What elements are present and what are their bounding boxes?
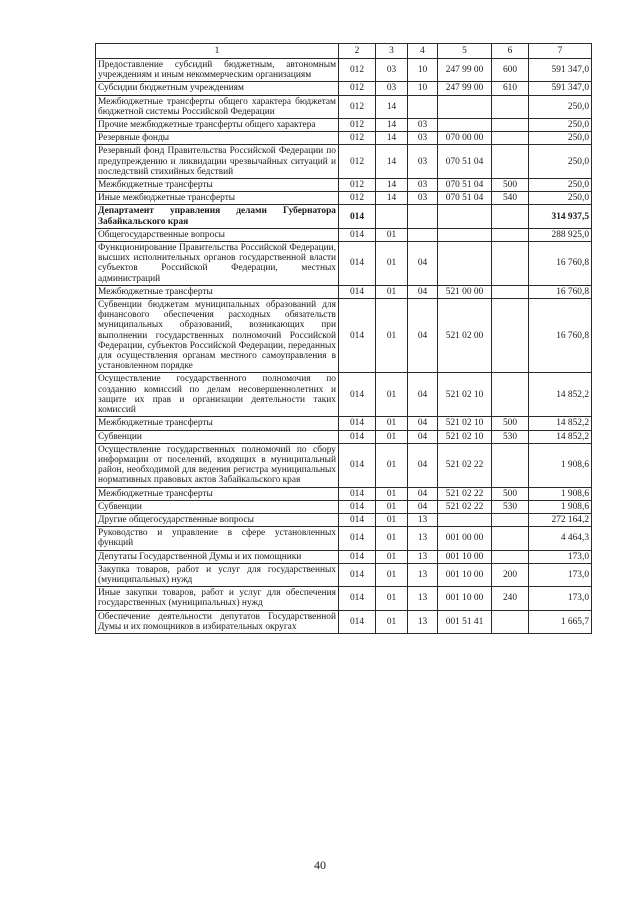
code-expense-type-cell: 600 xyxy=(492,59,529,82)
item-name-cell: Межбюджетные трансферты общего характера бюджетам бюджетной системы Российской Федерации xyxy=(96,95,339,118)
amount-cell: 250,0 xyxy=(529,192,592,205)
table-row xyxy=(96,179,592,192)
code-admin-cell: 014 xyxy=(339,527,376,550)
table-row xyxy=(96,373,592,417)
amount-cell: 1 665,7 xyxy=(529,610,592,633)
code-subsection-cell xyxy=(408,228,438,241)
code-subsection-cell: 13 xyxy=(408,513,438,526)
code-admin-cell: 014 xyxy=(339,443,376,487)
item-name-cell: Прочие межбюджетные трансферты общего характера xyxy=(96,119,339,132)
amount-cell: 250,0 xyxy=(529,119,592,132)
code-admin-cell: 014 xyxy=(339,430,376,443)
code-target-cell: 001 10 00 xyxy=(438,587,492,610)
code-expense-type-cell: 200 xyxy=(492,563,529,586)
code-target-cell xyxy=(438,242,492,286)
code-target-cell: 070 51 04 xyxy=(438,145,492,179)
code-admin-cell: 012 xyxy=(339,192,376,205)
code-target-cell xyxy=(438,513,492,526)
code-section-cell xyxy=(376,205,408,228)
code-subsection-cell: 04 xyxy=(408,443,438,487)
table-row xyxy=(96,82,592,95)
amount-cell: 272 164,2 xyxy=(529,513,592,526)
amount-cell: 1 908,6 xyxy=(529,443,592,487)
code-section-cell: 03 xyxy=(376,59,408,82)
table-row xyxy=(96,228,592,241)
code-target-cell: 247 99 00 xyxy=(438,59,492,82)
code-section-cell: 01 xyxy=(376,373,408,417)
code-expense-type-cell xyxy=(492,242,529,286)
item-name-cell: Субвенции бюджетам муниципальных образований для финансового обеспечения расходных обязательств муниципальных образований, возникающих при выполнении государственных полномочий Российской Федерации, субъектов Российской Федерации, переданных для осуществления органам местного самоуправления в установленном порядке xyxy=(96,299,339,373)
code-section-cell: 01 xyxy=(376,228,408,241)
code-section-cell: 01 xyxy=(376,299,408,373)
code-section-cell: 14 xyxy=(376,179,408,192)
code-expense-type-cell: 530 xyxy=(492,430,529,443)
code-section-cell: 01 xyxy=(376,587,408,610)
code-subsection-cell: 13 xyxy=(408,587,438,610)
code-section-cell: 14 xyxy=(376,192,408,205)
amount-cell: 288 925,0 xyxy=(529,228,592,241)
code-section-cell: 14 xyxy=(376,119,408,132)
code-subsection-cell: 04 xyxy=(408,430,438,443)
header-cell: 1 xyxy=(96,44,339,59)
code-target-cell: 001 51 41 xyxy=(438,610,492,633)
code-admin-cell: 012 xyxy=(339,132,376,145)
table-row xyxy=(96,242,592,286)
code-section-cell: 14 xyxy=(376,132,408,145)
code-subsection-cell: 13 xyxy=(408,550,438,563)
amount-cell: 16 760,8 xyxy=(529,299,592,373)
code-target-cell: 521 02 00 xyxy=(438,299,492,373)
code-admin-cell: 014 xyxy=(339,228,376,241)
code-expense-type-cell: 240 xyxy=(492,587,529,610)
code-admin-cell: 014 xyxy=(339,417,376,430)
code-subsection-cell: 13 xyxy=(408,563,438,586)
code-subsection-cell xyxy=(408,205,438,228)
code-admin-cell: 014 xyxy=(339,513,376,526)
table-row xyxy=(96,563,592,586)
item-name-cell: Субсидии бюджетным учреждениям xyxy=(96,82,339,95)
code-admin-cell: 012 xyxy=(339,179,376,192)
code-admin-cell: 014 xyxy=(339,205,376,228)
item-name-cell: Межбюджетные трансферты xyxy=(96,179,339,192)
code-admin-cell: 014 xyxy=(339,242,376,286)
item-name-cell: Обеспечение деятельности депутатов Государственной Думы и их помощников в избирательных округах xyxy=(96,610,339,633)
code-expense-type-cell: 540 xyxy=(492,192,529,205)
code-expense-type-cell xyxy=(492,527,529,550)
code-section-cell: 01 xyxy=(376,563,408,586)
item-name-cell: Руководство и управление в сфере установленных функций xyxy=(96,527,339,550)
code-target-cell: 521 02 22 xyxy=(438,487,492,500)
amount-cell: 173,0 xyxy=(529,587,592,610)
amount-cell: 173,0 xyxy=(529,550,592,563)
item-name-cell: Резервный фонд Правительства Российской Федерации по предупреждению и ликвидации чрезвычайных ситуаций и последствий стихийных бедствий xyxy=(96,145,339,179)
table-row xyxy=(96,119,592,132)
code-subsection-cell: 04 xyxy=(408,417,438,430)
item-name-cell: Функционирование Правительства Российской Федерации, высших исполнительных органов государственной власти субъектов Российской Федерации, местных администраций xyxy=(96,242,339,286)
table-header-row xyxy=(96,44,592,59)
code-section-cell: 14 xyxy=(376,145,408,179)
code-admin-cell: 014 xyxy=(339,587,376,610)
code-admin-cell: 014 xyxy=(339,373,376,417)
code-target-cell: 001 10 00 xyxy=(438,563,492,586)
code-target-cell xyxy=(438,95,492,118)
code-admin-cell: 012 xyxy=(339,119,376,132)
item-name-cell: Предоставление субсидий бюджетным, автономным учреждениям и иным некоммерческим организациям xyxy=(96,59,339,82)
table-row xyxy=(96,487,592,500)
code-expense-type-cell: 530 xyxy=(492,500,529,513)
code-target-cell: 521 02 22 xyxy=(438,443,492,487)
code-target-cell: 521 02 10 xyxy=(438,417,492,430)
table-row xyxy=(96,500,592,513)
budget-table xyxy=(95,43,592,634)
table-row xyxy=(96,299,592,373)
item-name-cell: Межбюджетные трансферты xyxy=(96,417,339,430)
code-admin-cell: 012 xyxy=(339,59,376,82)
code-section-cell: 01 xyxy=(376,500,408,513)
code-admin-cell: 012 xyxy=(339,95,376,118)
code-admin-cell: 014 xyxy=(339,299,376,373)
item-name-cell: Субвенции xyxy=(96,430,339,443)
amount-cell: 1 908,6 xyxy=(529,487,592,500)
code-section-cell: 01 xyxy=(376,487,408,500)
table-row xyxy=(96,610,592,633)
amount-cell: 1 908,6 xyxy=(529,500,592,513)
amount-cell: 14 852,2 xyxy=(529,430,592,443)
code-section-cell: 01 xyxy=(376,513,408,526)
code-target-cell: 070 00 00 xyxy=(438,132,492,145)
code-target-cell xyxy=(438,205,492,228)
code-subsection-cell: 04 xyxy=(408,242,438,286)
item-name-cell: Закупка товаров, работ и услуг для государственных (муниципальных) нужд xyxy=(96,563,339,586)
code-section-cell: 03 xyxy=(376,82,408,95)
item-name-cell: Субвенции xyxy=(96,500,339,513)
item-name-cell: Межбюджетные трансферты xyxy=(96,285,339,298)
page-number: 40 xyxy=(314,858,326,872)
table-row xyxy=(96,417,592,430)
code-admin-cell: 012 xyxy=(339,145,376,179)
code-subsection-cell: 13 xyxy=(408,527,438,550)
code-target-cell xyxy=(438,228,492,241)
code-target-cell: 521 00 00 xyxy=(438,285,492,298)
item-name-cell: Департамент управления делами Губернатора Забайкальского края xyxy=(96,205,339,228)
table-row xyxy=(96,59,592,82)
table-row xyxy=(96,145,592,179)
code-section-cell: 01 xyxy=(376,417,408,430)
code-admin-cell: 014 xyxy=(339,550,376,563)
code-expense-type-cell xyxy=(492,119,529,132)
code-target-cell: 521 02 10 xyxy=(438,373,492,417)
header-cell: 2 xyxy=(339,44,376,59)
item-name-cell: Общегосударственные вопросы xyxy=(96,228,339,241)
amount-cell: 16 760,8 xyxy=(529,242,592,286)
code-subsection-cell: 04 xyxy=(408,299,438,373)
amount-cell: 4 464,3 xyxy=(529,527,592,550)
code-target-cell: 521 02 22 xyxy=(438,500,492,513)
item-name-cell: Осуществление государственного полномочия по созданию комиссий по делам несовершеннолетних и защите их прав и организации деятельности таких комиссий xyxy=(96,373,339,417)
code-target-cell: 521 02 10 xyxy=(438,430,492,443)
code-expense-type-cell xyxy=(492,443,529,487)
amount-cell: 250,0 xyxy=(529,132,592,145)
code-section-cell: 01 xyxy=(376,610,408,633)
code-expense-type-cell xyxy=(492,132,529,145)
code-expense-type-cell xyxy=(492,373,529,417)
code-subsection-cell: 03 xyxy=(408,179,438,192)
code-expense-type-cell xyxy=(492,95,529,118)
code-expense-type-cell xyxy=(492,299,529,373)
table-row xyxy=(96,192,592,205)
amount-cell: 314 937,5 xyxy=(529,205,592,228)
code-subsection-cell: 03 xyxy=(408,119,438,132)
table-row xyxy=(96,285,592,298)
header-cell: 4 xyxy=(408,44,438,59)
amount-cell: 591 347,0 xyxy=(529,82,592,95)
code-target-cell xyxy=(438,119,492,132)
code-subsection-cell: 04 xyxy=(408,487,438,500)
header-cell: 3 xyxy=(376,44,408,59)
amount-cell: 250,0 xyxy=(529,179,592,192)
code-expense-type-cell: 500 xyxy=(492,487,529,500)
code-subsection-cell: 04 xyxy=(408,500,438,513)
table-row xyxy=(96,513,592,526)
table-row xyxy=(96,95,592,118)
header-cell: 6 xyxy=(492,44,529,59)
item-name-cell: Резервные фонды xyxy=(96,132,339,145)
code-expense-type-cell xyxy=(492,610,529,633)
code-admin-cell: 014 xyxy=(339,563,376,586)
item-name-cell: Иные межбюджетные трансферты xyxy=(96,192,339,205)
code-subsection-cell: 03 xyxy=(408,192,438,205)
code-subsection-cell: 13 xyxy=(408,610,438,633)
code-subsection-cell: 03 xyxy=(408,145,438,179)
code-section-cell: 01 xyxy=(376,527,408,550)
code-section-cell: 01 xyxy=(376,550,408,563)
item-name-cell: Депутаты Государственной Думы и их помощники xyxy=(96,550,339,563)
table-row xyxy=(96,587,592,610)
code-admin-cell: 014 xyxy=(339,500,376,513)
amount-cell: 16 760,8 xyxy=(529,285,592,298)
code-admin-cell: 014 xyxy=(339,610,376,633)
code-admin-cell: 014 xyxy=(339,285,376,298)
header-cell: 5 xyxy=(438,44,492,59)
item-name-cell: Межбюджетные трансферты xyxy=(96,487,339,500)
code-subsection-cell: 04 xyxy=(408,285,438,298)
item-name-cell: Осуществление государственных полномочий по сбору информации от поселений, входящих в муниципальный район, необходимой для ведения регистра муниципальных нормативных правовых актов Забайкальского края xyxy=(96,443,339,487)
amount-cell: 14 852,2 xyxy=(529,417,592,430)
code-subsection-cell: 04 xyxy=(408,373,438,417)
amount-cell: 173,0 xyxy=(529,563,592,586)
code-target-cell: 001 10 00 xyxy=(438,550,492,563)
amount-cell: 591 347,0 xyxy=(529,59,592,82)
item-name-cell: Иные закупки товаров, работ и услуг для обеспечения государственных (муниципальных) нужд xyxy=(96,587,339,610)
table-row xyxy=(96,205,592,228)
code-expense-type-cell xyxy=(492,205,529,228)
code-target-cell: 070 51 04 xyxy=(438,179,492,192)
table-row xyxy=(96,527,592,550)
code-expense-type-cell xyxy=(492,145,529,179)
code-admin-cell: 012 xyxy=(339,82,376,95)
table-row xyxy=(96,550,592,563)
table-row xyxy=(96,132,592,145)
code-section-cell: 01 xyxy=(376,443,408,487)
table-row xyxy=(96,430,592,443)
code-admin-cell: 014 xyxy=(339,487,376,500)
header-cell: 7 xyxy=(529,44,592,59)
code-section-cell: 14 xyxy=(376,95,408,118)
item-name-cell: Другие общегосударственные вопросы xyxy=(96,513,339,526)
code-expense-type-cell xyxy=(492,285,529,298)
code-expense-type-cell xyxy=(492,513,529,526)
code-target-cell: 070 51 04 xyxy=(438,192,492,205)
code-expense-type-cell: 500 xyxy=(492,417,529,430)
code-section-cell: 01 xyxy=(376,285,408,298)
code-expense-type-cell: 610 xyxy=(492,82,529,95)
amount-cell: 250,0 xyxy=(529,95,592,118)
amount-cell: 250,0 xyxy=(529,145,592,179)
code-section-cell: 01 xyxy=(376,430,408,443)
code-section-cell: 01 xyxy=(376,242,408,286)
amount-cell: 14 852,2 xyxy=(529,373,592,417)
code-expense-type-cell xyxy=(492,228,529,241)
code-target-cell: 247 99 00 xyxy=(438,82,492,95)
table-row xyxy=(96,443,592,487)
code-target-cell: 001 00 00 xyxy=(438,527,492,550)
code-subsection-cell: 10 xyxy=(408,82,438,95)
code-expense-type-cell: 500 xyxy=(492,179,529,192)
code-subsection-cell xyxy=(408,95,438,118)
code-expense-type-cell xyxy=(492,550,529,563)
code-subsection-cell: 03 xyxy=(408,132,438,145)
code-subsection-cell: 10 xyxy=(408,59,438,82)
